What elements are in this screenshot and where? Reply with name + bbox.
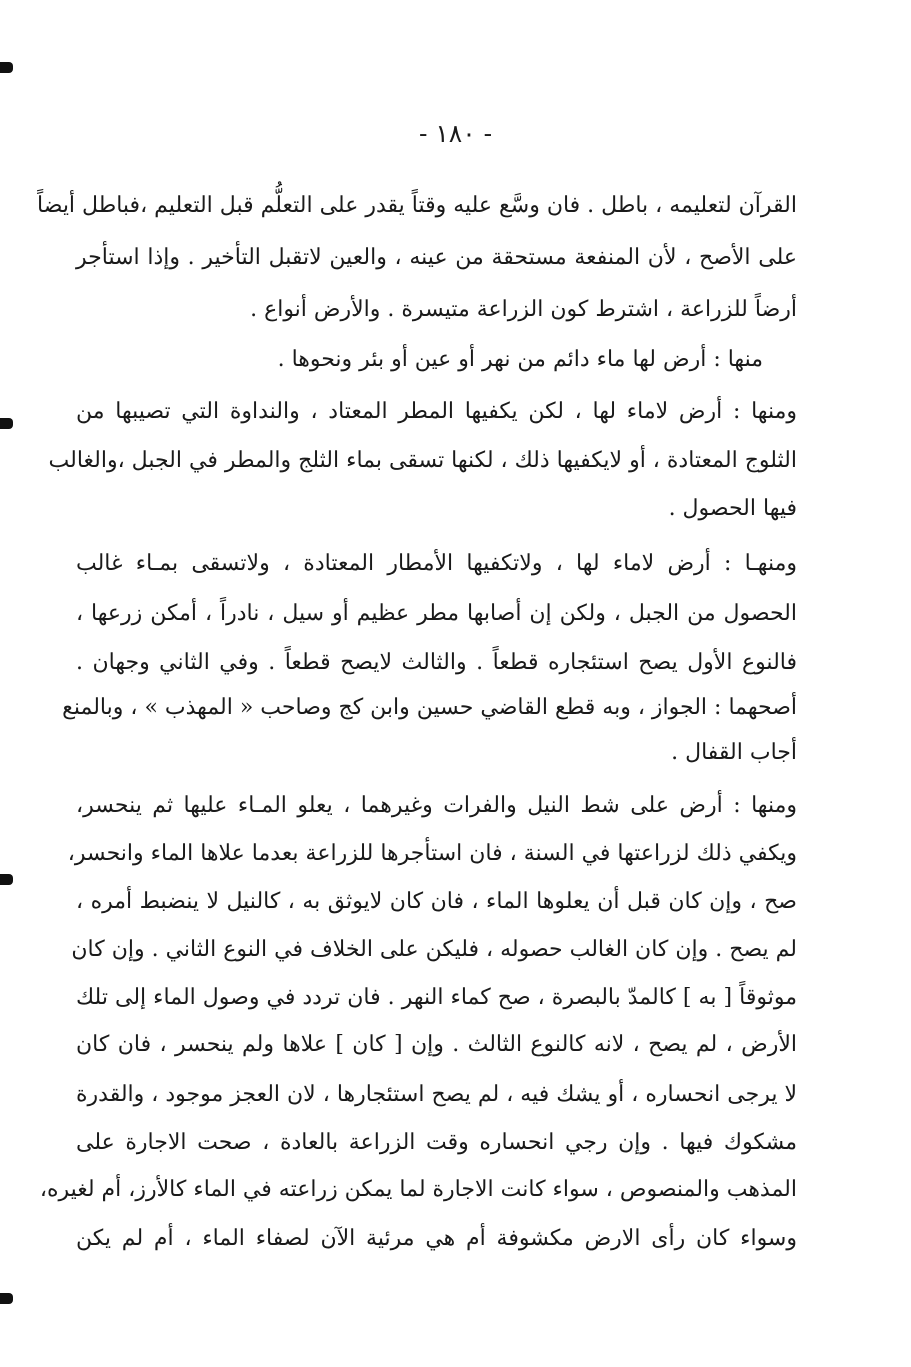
text-line: القرآن لتعليمه ، باطل . فان وسَّع عليه وقتاً يقدر على التعلُّم قبل التعليم ،فباطل أيضاً [37,193,797,218]
page-edge-mark [0,418,13,429]
text-line: منها : أرض لها ماء دائم من نهر أو عين أو بئر ونحوها . [277,347,763,372]
text-line: ومنها : أرض على شط النيل والفرات وغيرهما ، يعلو المـاء عليها ثم ينحسر، [76,793,797,818]
text-line: لا يرجى انحساره ، أو يشك فيه ، لم يصح استئجارها ، لان العجز موجود ، والقدرة [76,1082,797,1107]
text-line: المذهب والمنصوص ، سواء كانت الاجارة لما يمكن زراعته في الماء كالأرز، أم لغيره، [39,1177,797,1202]
page-edge-mark [0,874,13,885]
text-line: فالنوع الأول يصح استئجاره قطعاً . والثالث لايصح قطعاً . وفي الثاني وجهان . [76,650,797,675]
text-line: الأرض ، لم يصح ، لانه كالنوع الثالث . وإن [ كان ] علاها ولم ينحسر ، فان كان [76,1032,797,1057]
page-edge-mark [0,62,13,73]
text-line: ومنهـا : أرض لاماء لها ، ولاتكفيها الأمطار المعتادة ، ولاتسقى بمـاء غالب [76,551,797,576]
text-line: الحصول من الجبل ، ولكن إن أصابها مطر عظيم أو سيل ، نادراً ، أمكن زرعها ، [76,601,797,626]
text-line: أجاب القفال . [671,740,797,765]
text-line: فيها الحصول . [668,496,797,521]
text-line: على الأصح ، لأن المنفعة مستحقة من عينه ، والعين لاتقبل التأخير . وإذا استأجر [76,245,797,270]
text-line: ويكفي ذلك لزراعتها في السنة ، فان استأجرها للزراعة بعدما علاها الماء وانحسر، [67,841,797,866]
page-number: - ١٨٠ - [418,119,493,148]
text-line: أرضاً للزراعة ، اشترط كون الزراعة متيسرة . والأرض أنواع . [250,297,797,322]
text-line: ومنها : أرض لاماء لها ، لكن يكفيها المطر المعتاد ، والنداوة التي تصيبها من [76,399,797,424]
text-line: أصحهما : الجواز ، وبه قطع القاضي حسين وابن كج وصاحب « المهذب » ، وبالمنع [62,695,797,720]
text-line: صح ، وإن كان قبل أن يعلوها الماء ، فان كان لايوثق به ، كالنيل لا ينضبط أمره ، [76,889,797,914]
text-line: مشكوك فيها . وإن رجي انحساره وقت الزراعة بالعادة ، صحت الاجارة على [76,1130,797,1155]
text-line: وسواء كان رأى الارض مكشوفة أم هي مرئية الآن لصفاء الماء ، أم لم يكن [76,1226,797,1251]
page-edge-mark [0,1293,13,1304]
text-line: موثوقاً [ به ] كالمدّ بالبصرة ، صح كماء النهر . فان تردد في وصول الماء إلى تلك [76,985,797,1010]
text-line: لم يصح . وإن كان الغالب حصوله ، فليكن على الخلاف في النوع الثاني . وإن كان [71,937,797,962]
text-line: الثلوج المعتادة ، أو لايكفيها ذلك ، لكنها تسقى بماء الثلج والمطر في الجبل ،والغالب [48,448,797,473]
